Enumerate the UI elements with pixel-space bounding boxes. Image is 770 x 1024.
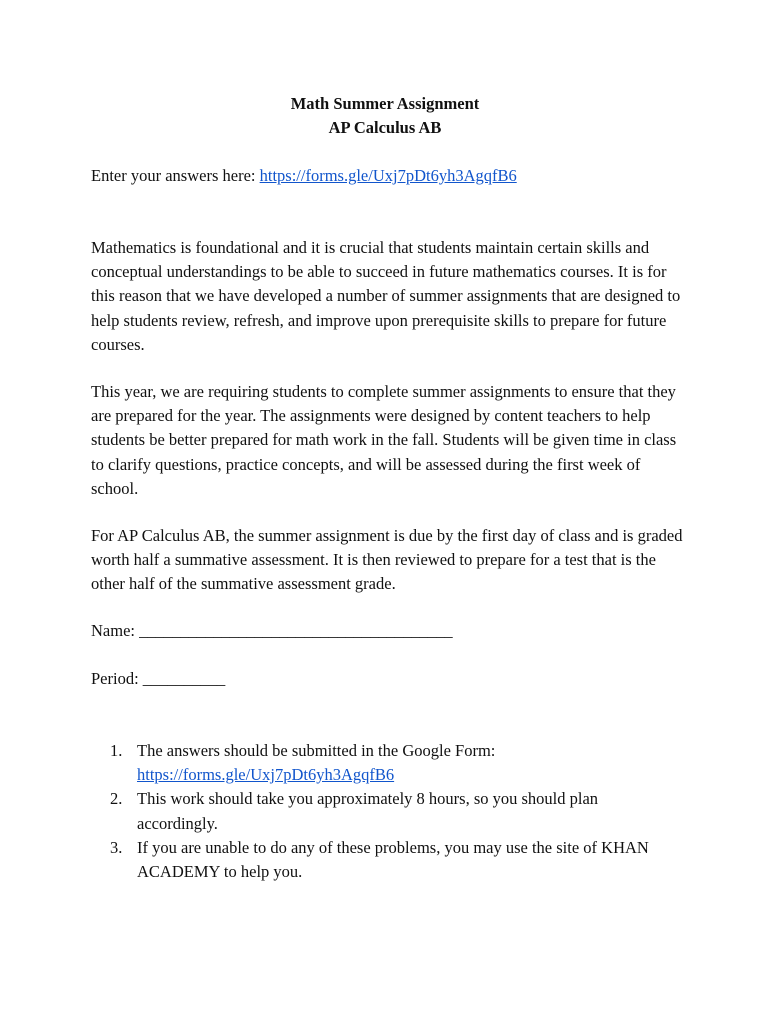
intro-paragraph: Mathematics is foundational and it is crucial that students maintain certain skills and conceptual understandings to be able to succeed in future mathematics courses. It is for this reason that we have developed a number of summer assignments that are designed to help students review, refresh, and improve upon prerequisite skills to prepare for future courses. — [91, 238, 681, 354]
answers-label: Enter your answers here: — [91, 166, 256, 185]
name-label: Name: — [91, 621, 135, 640]
instructions-list — [110, 739, 670, 884]
list-item-text: If you are unable to do any of these problems, you may use the site of KHAN ACADEMY to help you. — [137, 837, 649, 882]
period-field — [91, 667, 225, 691]
list-item-text: The answers should be submitted in the Google Form: — [137, 741, 496, 760]
ap-calculus-paragraph: For AP Calculus AB, the summer assignment is due by the first day of class and is graded worth half a summative assessment. It is then reviewed to prepare for a test that is the other half of the summative assessment grade. — [91, 526, 683, 594]
requirement-paragraph: This year, we are requiring students to complete summer assignments to ensure that they are prepared for the year. The assignments were designed by content teachers to help students be better prepared for math work in the fall. Students will be given time in class to clarify questions, practice concepts, and will be assessed during the first week of school. — [91, 382, 677, 498]
list-item — [110, 739, 670, 787]
document-title: Math Summer Assignment — [290, 94, 480, 113]
period-blank: __________ — [142, 669, 226, 688]
list-item-number: 3. — [110, 837, 123, 857]
list-item-number: 2. — [110, 789, 123, 809]
list-item-text: This work should take you approximately 8 hours, so you should plan accordingly. — [137, 789, 599, 833]
list-item-number: 1. — [110, 741, 123, 760]
list-item — [110, 787, 670, 835]
answers-form-link[interactable]: https://forms.gle/Uxj7pDt6yh3AgqfB6 — [259, 166, 517, 185]
answers-line — [91, 164, 517, 188]
name-field — [91, 619, 453, 643]
period-label: Period: — [91, 669, 139, 688]
google-form-link[interactable]: https://forms.gle/Uxj7pDt6yh3AgqfB6 — [137, 765, 395, 785]
document-subtitle: AP Calculus AB — [328, 118, 442, 137]
list-item — [110, 836, 670, 884]
name-blank: ______________________________________ — [139, 621, 453, 640]
